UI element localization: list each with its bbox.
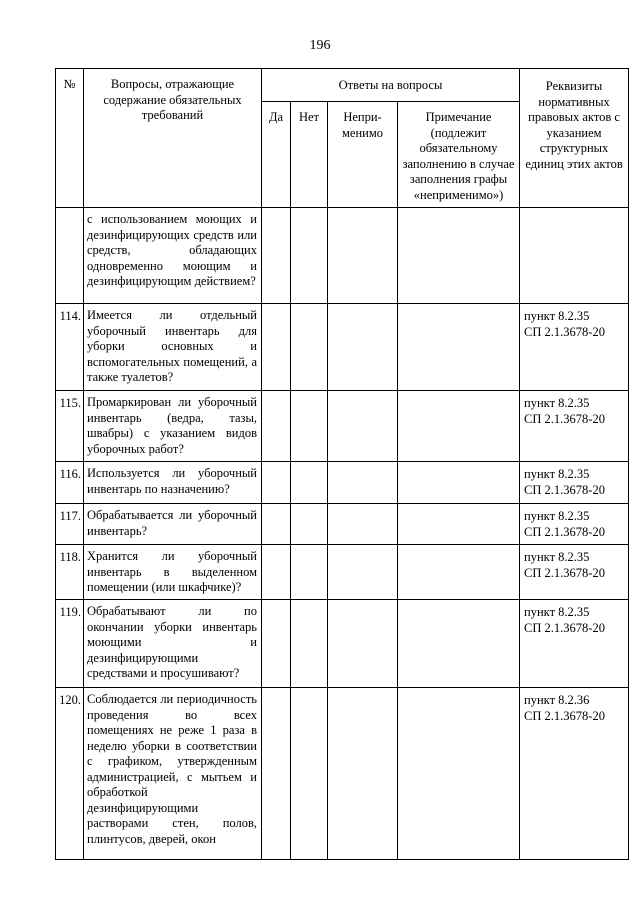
question-text: Хранится ли уборочный инвентарь в выделенном помещении (или шкафчике)? bbox=[84, 545, 262, 600]
requisite-act: СП 2.1.3678-20 bbox=[524, 411, 605, 426]
requisite-cell bbox=[520, 545, 629, 600]
answer-no-cell[interactable] bbox=[291, 600, 328, 688]
answer-yes-cell[interactable] bbox=[262, 304, 291, 391]
note-cell[interactable] bbox=[398, 304, 520, 391]
table-row bbox=[56, 304, 629, 391]
requisite-point: пункт 8.2.35 bbox=[524, 396, 590, 410]
table-row bbox=[56, 688, 629, 860]
requisite-point: пункт 8.2.35 bbox=[524, 467, 590, 481]
requisite-cell bbox=[520, 304, 629, 391]
header-row-1 bbox=[56, 69, 629, 102]
table-row bbox=[56, 504, 629, 545]
row-number: 120. bbox=[56, 688, 84, 860]
question-text: Промаркирован ли уборочный инвентарь (ведра, тазы, швабры) с указанием видов уборочных работ? bbox=[84, 391, 262, 462]
row-number: 116. bbox=[56, 462, 84, 504]
answer-no-cell[interactable] bbox=[291, 688, 328, 860]
table-row bbox=[56, 600, 629, 688]
answer-no-cell[interactable] bbox=[291, 545, 328, 600]
requisite-act: СП 2.1.3678-20 bbox=[524, 482, 605, 497]
row-number: 118. bbox=[56, 545, 84, 600]
answer-na-cell[interactable] bbox=[328, 208, 398, 304]
answer-no-cell[interactable] bbox=[291, 304, 328, 391]
answer-no-cell[interactable] bbox=[291, 391, 328, 462]
requisite-cell bbox=[520, 600, 629, 688]
row-number bbox=[56, 208, 84, 304]
answer-na-cell[interactable] bbox=[328, 462, 398, 504]
requisite-act: СП 2.1.3678-20 bbox=[524, 324, 605, 339]
header-num: № bbox=[56, 69, 84, 208]
requisite-cell bbox=[520, 462, 629, 504]
requisite-cell bbox=[520, 208, 629, 304]
requisite-cell bbox=[520, 391, 629, 462]
question-text: Имеется ли отдельный уборочный инвентарь для уборки основных и вспомогательных помещений, а также туалетов? bbox=[84, 304, 262, 391]
table-row bbox=[56, 545, 629, 600]
question-text: Используется ли уборочный инвентарь по назначению? bbox=[84, 462, 262, 504]
answer-na-cell[interactable] bbox=[328, 600, 398, 688]
answer-yes-cell[interactable] bbox=[262, 208, 291, 304]
header-note: Примечание (подлежит обязательному заполнению в случае заполнения графы «неприменимо») bbox=[398, 102, 520, 208]
page-number: 196 bbox=[309, 38, 331, 53]
question-text: Соблюдается ли периодичность проведения во всех помещениях не реже 1 раза в неделю уборки в соответствии с графиком, утвержденным администрацией, с мытьем и обработкой дезинфицирующими растворами стен, полов, плинтусов, дверей, окон bbox=[84, 688, 262, 860]
requisite-act: СП 2.1.3678-20 bbox=[524, 565, 605, 580]
answer-na-cell[interactable] bbox=[328, 688, 398, 860]
note-cell[interactable] bbox=[398, 208, 520, 304]
answer-na-cell[interactable] bbox=[328, 391, 398, 462]
header-questions: Вопросы, отражающие содержание обязательных требований bbox=[84, 69, 262, 208]
requisite-point: пункт 8.2.35 bbox=[524, 550, 590, 564]
answer-no-cell[interactable] bbox=[291, 208, 328, 304]
requisite-cell bbox=[520, 688, 629, 860]
note-cell[interactable] bbox=[398, 600, 520, 688]
table-row bbox=[56, 462, 629, 504]
answer-na-cell[interactable] bbox=[328, 545, 398, 600]
answer-no-cell[interactable] bbox=[291, 462, 328, 504]
header-not-applicable: Непри-менимо bbox=[328, 102, 398, 208]
requisite-act: СП 2.1.3678-20 bbox=[524, 708, 605, 723]
answer-yes-cell[interactable] bbox=[262, 504, 291, 545]
requisite-act: СП 2.1.3678-20 bbox=[524, 524, 605, 539]
header-answers: Ответы на вопросы bbox=[262, 69, 520, 102]
question-text: Обрабатывают ли по окончании уборки инвентарь моющими и дезинфицирующими средствами и просушивают? bbox=[84, 600, 262, 688]
table-row bbox=[56, 208, 629, 304]
requisite-cell bbox=[520, 504, 629, 545]
answer-yes-cell[interactable] bbox=[262, 688, 291, 860]
answer-na-cell[interactable] bbox=[328, 304, 398, 391]
header-requisites: Реквизиты нормативных правовых актов с указанием структурных единиц этих актов bbox=[520, 69, 629, 208]
question-text: с использованием моющих и дезинфицирующих средств или средств, обладающих одновременно моющим и дезинфицирующим действием? bbox=[84, 208, 262, 304]
answer-yes-cell[interactable] bbox=[262, 600, 291, 688]
note-cell[interactable] bbox=[398, 504, 520, 545]
row-number: 115. bbox=[56, 391, 84, 462]
requisite-point: пункт 8.2.35 bbox=[524, 605, 590, 619]
header-no: Нет bbox=[291, 102, 328, 208]
header-yes: Да bbox=[262, 102, 291, 208]
answer-yes-cell[interactable] bbox=[262, 545, 291, 600]
requisite-point: пункт 8.2.35 bbox=[524, 309, 590, 323]
requisite-act: СП 2.1.3678-20 bbox=[524, 620, 605, 635]
answer-yes-cell[interactable] bbox=[262, 462, 291, 504]
checklist-table bbox=[55, 68, 629, 860]
table-row bbox=[56, 391, 629, 462]
note-cell[interactable] bbox=[398, 462, 520, 504]
note-cell[interactable] bbox=[398, 545, 520, 600]
requisite-point: пункт 8.2.36 bbox=[524, 693, 590, 707]
row-number: 119. bbox=[56, 600, 84, 688]
answer-no-cell[interactable] bbox=[291, 504, 328, 545]
answer-yes-cell[interactable] bbox=[262, 391, 291, 462]
note-cell[interactable] bbox=[398, 688, 520, 860]
note-cell[interactable] bbox=[398, 391, 520, 462]
row-number: 117. bbox=[56, 504, 84, 545]
answer-na-cell[interactable] bbox=[328, 504, 398, 545]
question-text: Обрабатывается ли уборочный инвентарь? bbox=[84, 504, 262, 545]
row-number: 114. bbox=[56, 304, 84, 391]
requisite-point: пункт 8.2.35 bbox=[524, 509, 590, 523]
